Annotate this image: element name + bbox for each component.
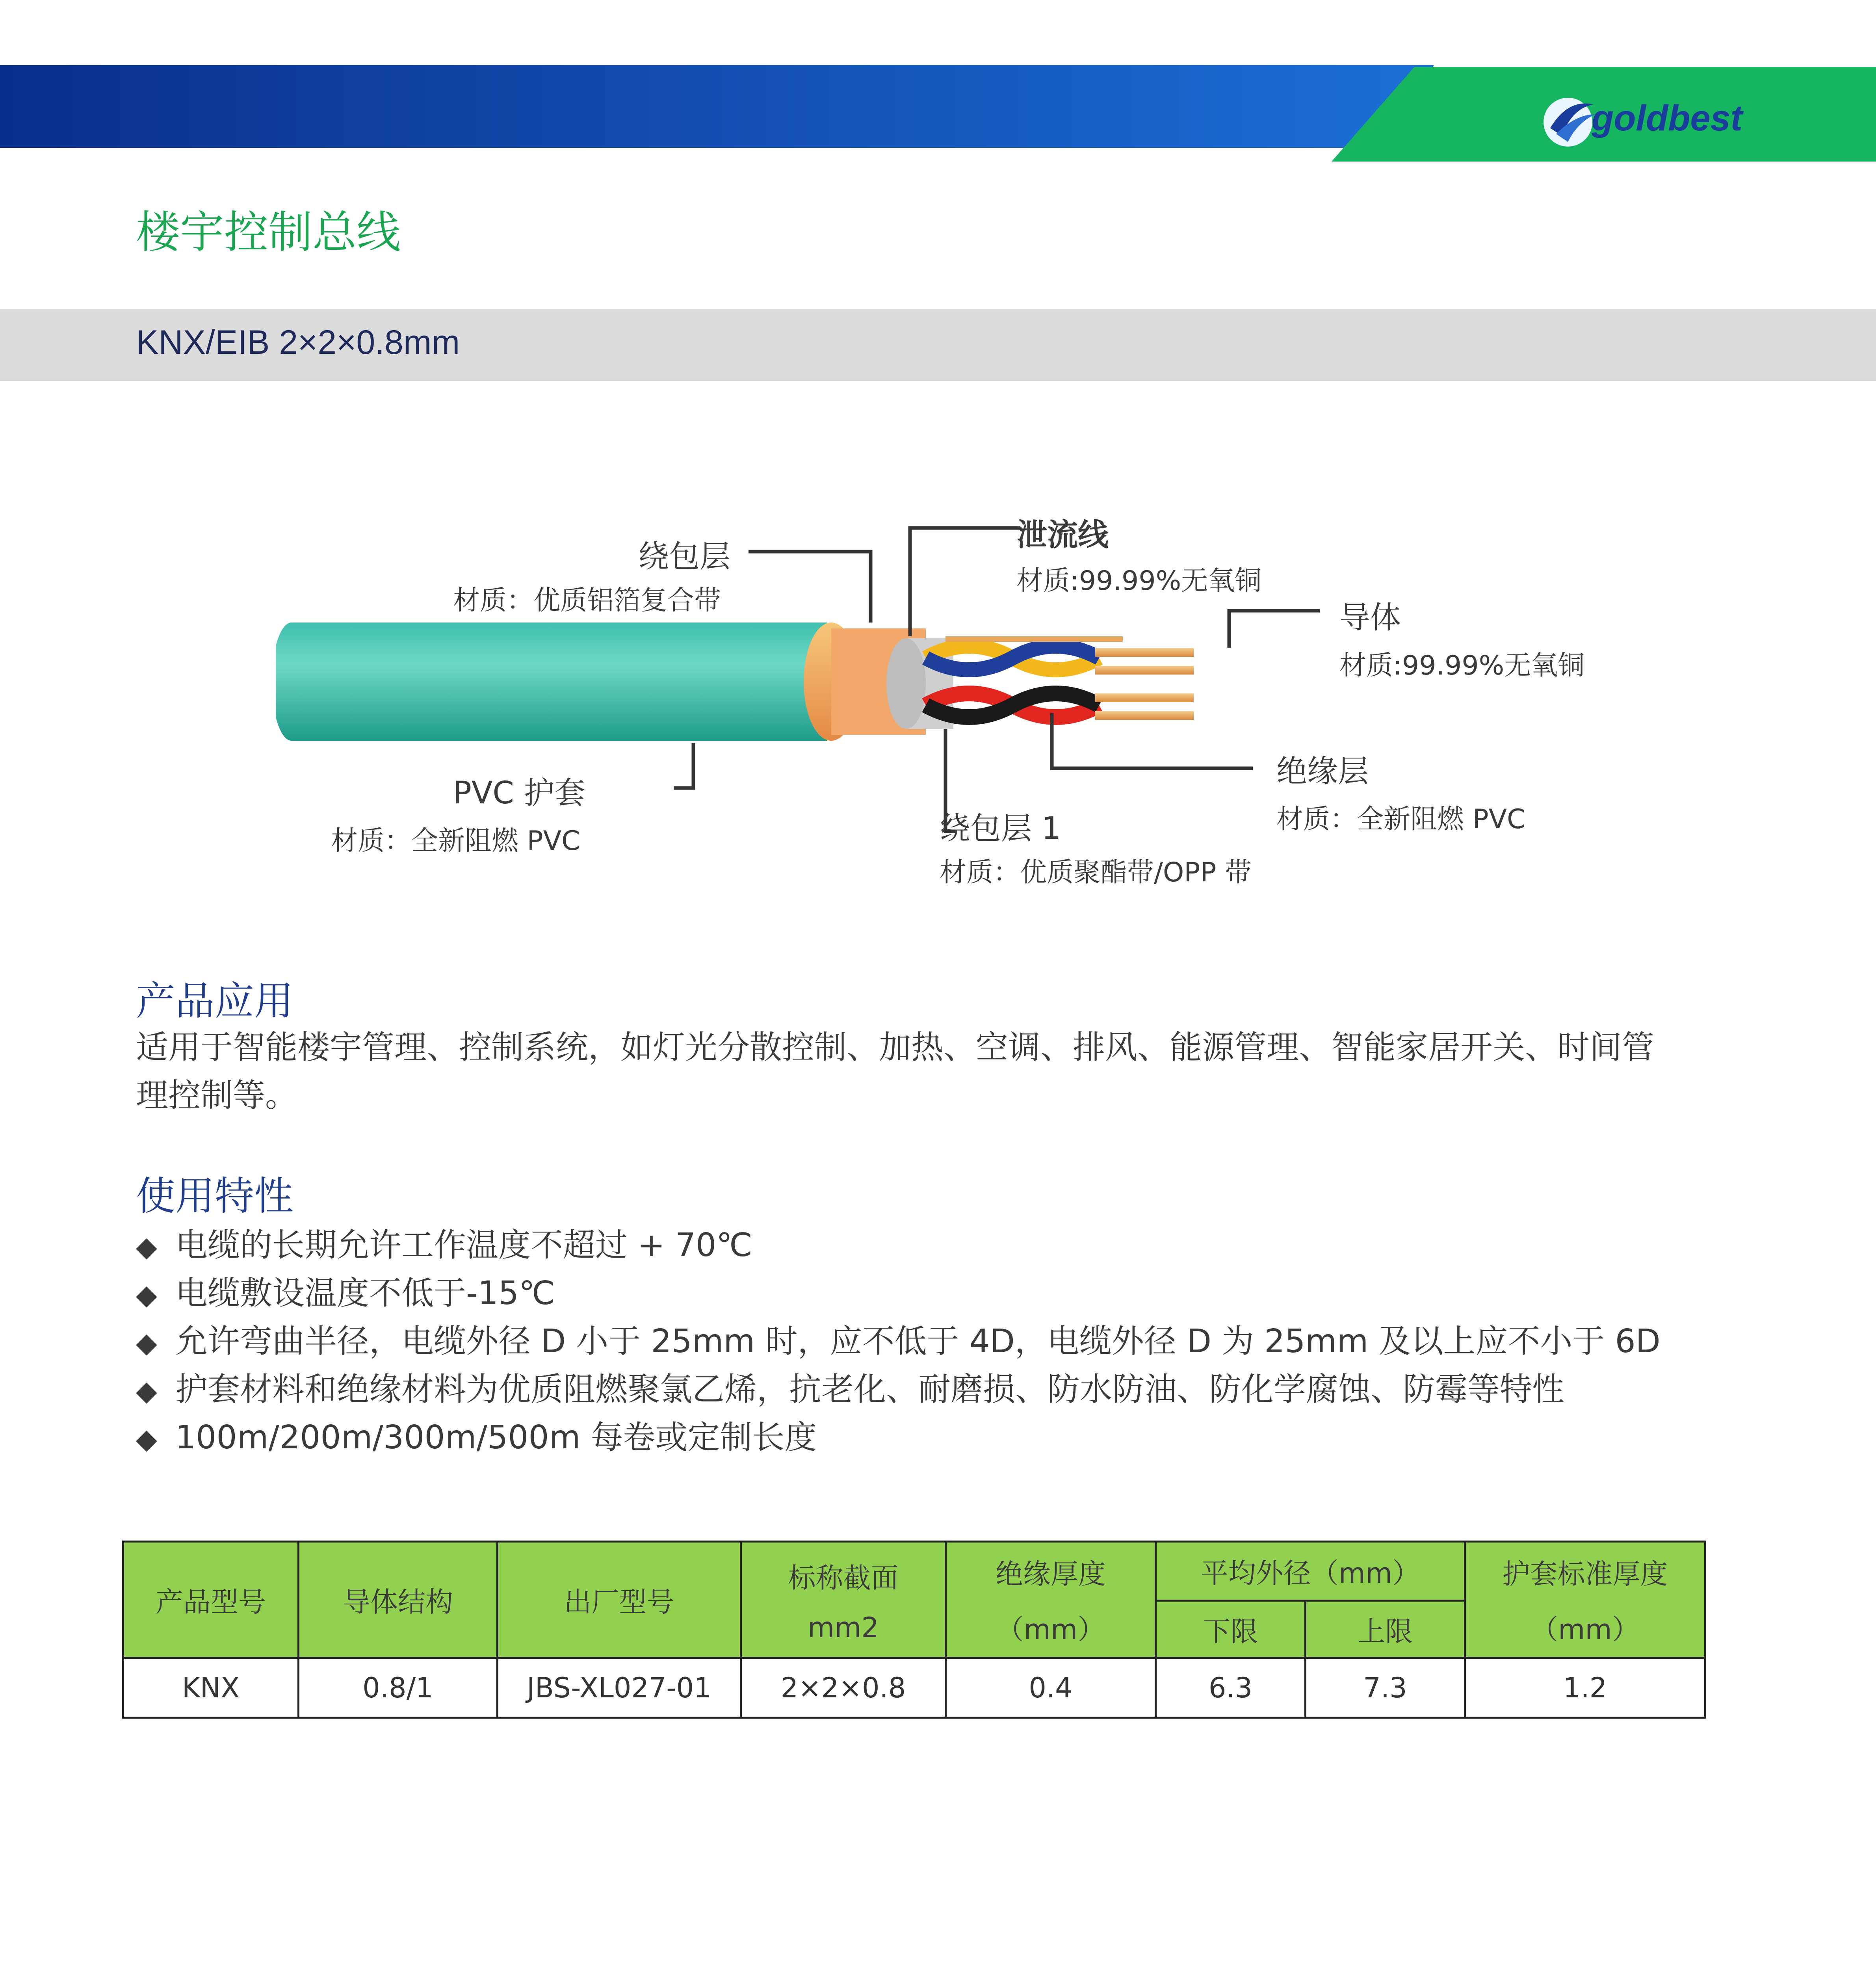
conductor-label: 导体 — [1339, 600, 1401, 636]
conductor-material: 材质:99.99%无氧铜 — [1339, 650, 1585, 681]
drain-wire-label: 泄流线 — [1016, 517, 1109, 553]
product-subtitle: KNX/EIB 2×2×0.8mm — [136, 323, 460, 361]
insulation-material: 材质：全新阻燃 PVC — [1276, 804, 1526, 835]
sheath-material: 材质：全新阻燃 PVC — [331, 825, 580, 857]
header-cross-section: 标称截面 mm2 — [741, 1542, 946, 1658]
cell-factory-model: JBS-XL027-01 — [498, 1658, 741, 1718]
header-model: 产品型号 — [123, 1542, 299, 1658]
feature-item: ◆ 电缆敷设温度不低于-15℃ — [136, 1275, 555, 1312]
feature-item: ◆ 护套材料和绝缘材料为优质阻燃聚氯乙烯，抗老化、耐磨损、防水防油、防化学腐蚀、防霉等特性 — [136, 1371, 1565, 1408]
header-insulation: 绝缘厚度 （mm） — [946, 1542, 1156, 1658]
page-title: 楼宇控制总线 — [136, 207, 401, 258]
wrap-layer-material: 材质：优质铝箔复合带 — [453, 585, 721, 616]
header-avg-od: 平均外径（mm） — [1156, 1542, 1465, 1601]
header-factory-model: 出厂型号 — [498, 1542, 741, 1658]
diamond-bullet-icon: ◆ — [136, 1230, 157, 1263]
logo-icon — [1540, 91, 1599, 150]
table-row — [123, 1658, 1705, 1718]
diamond-bullet-icon: ◆ — [136, 1279, 157, 1311]
logo — [1540, 91, 1745, 150]
logo-text: goldbest — [1592, 98, 1743, 138]
cell-lower: 6.3 — [1156, 1658, 1306, 1718]
header-upper: 上限 — [1306, 1601, 1465, 1658]
spec-table — [122, 1541, 1706, 1719]
feature-item: ◆ 允许弯曲半径，电缆外径 D 小于 25mm 时，应不低于 4D，电缆外径 D 为 25mm 及以上应不小于 6D — [136, 1323, 1661, 1360]
header-sheath: 护套标准厚度 （mm） — [1465, 1542, 1705, 1658]
wrap-layer-label: 绕包层 — [638, 539, 731, 574]
feature-item: ◆ 100m/200m/300m/500m 每卷或定制长度 — [136, 1419, 817, 1456]
sheath-label: PVC 护套 — [453, 775, 585, 811]
cell-sheath: 1.2 — [1465, 1658, 1705, 1718]
features-list — [136, 1219, 1661, 1460]
feature-item: ◆ 电缆的长期允许工作温度不超过 + 70℃ — [136, 1227, 753, 1264]
application-line-1: 适用于智能楼宇管理、控制系统，如灯光分散控制、加热、空调、排风、能源管理、智能家居开关、时间管 — [136, 1029, 1655, 1066]
wrap-layer-1-label: 绕包层 1 — [940, 811, 1061, 846]
cell-insulation: 0.4 — [946, 1658, 1156, 1718]
application-line-2: 理控制等。 — [136, 1077, 298, 1114]
features-heading: 使用特性 — [136, 1173, 293, 1219]
drain-wire-material: 材质:99.99%无氧铜 — [1016, 565, 1262, 597]
diamond-bullet-icon: ◆ — [136, 1423, 157, 1455]
header-conductor: 导体结构 — [299, 1542, 498, 1658]
cell-cross-section: 2×2×0.8 — [741, 1658, 946, 1718]
cell-conductor: 0.8/1 — [299, 1658, 498, 1718]
cell-model: KNX — [123, 1658, 299, 1718]
insulation-label: 绝缘层 — [1276, 754, 1369, 789]
table-header-row — [123, 1542, 1705, 1601]
diamond-bullet-icon: ◆ — [136, 1327, 157, 1359]
application-heading: 产品应用 — [136, 978, 293, 1024]
application-text — [136, 1024, 1712, 1120]
cable-diagram — [276, 492, 1615, 906]
cell-upper: 7.3 — [1306, 1658, 1465, 1718]
header-lower: 下限 — [1156, 1601, 1306, 1658]
diamond-bullet-icon: ◆ — [136, 1375, 157, 1407]
wrap-layer-1-material: 材质：优质聚酯带/OPP 带 — [940, 857, 1252, 888]
